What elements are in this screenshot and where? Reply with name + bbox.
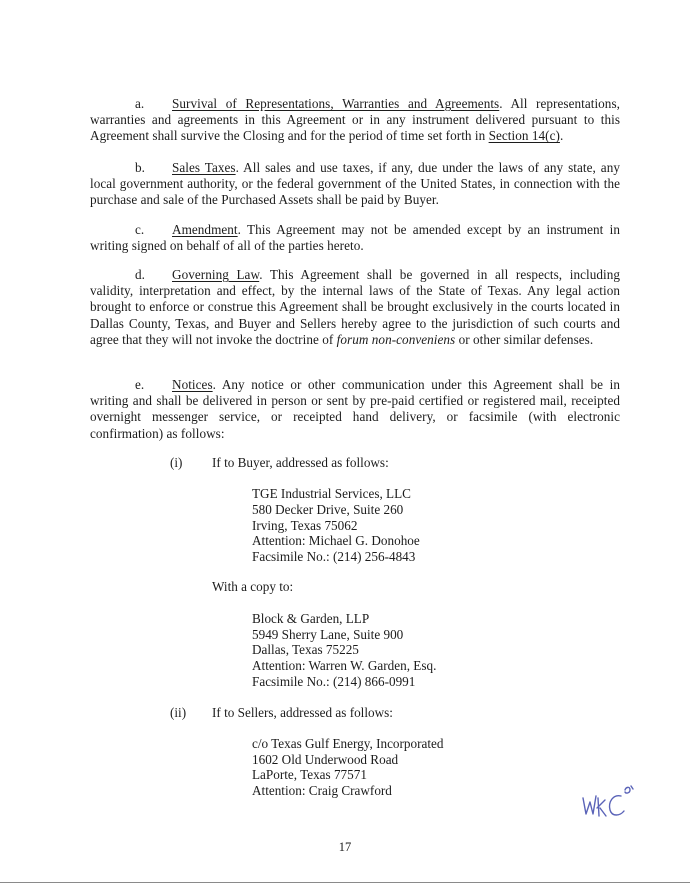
section-d-heading: Governing Law [172, 267, 260, 282]
copy-address-line: Block & Garden, LLP [252, 611, 370, 626]
section-d-end: or other similar defenses. [455, 331, 594, 347]
section-d [90, 267, 620, 348]
section-b-heading: Sales Taxes [172, 160, 236, 175]
section-e-heading: Notices [172, 377, 213, 392]
section-e-text: . Any notice or other communication under this Agreement shall be in writing and shall be delivered in person or sent by pre-paid certified or registered mail, receipted overnight messenger service, or receipted hand delivery, or facsimile (with electronic confirmation) as follows: [90, 377, 620, 441]
sellers-address-line: c/o Texas Gulf Energy, Incorporated [252, 736, 444, 751]
section-c-label: c. [135, 222, 145, 237]
section-d-text: . This Agreement shall be governed in all respects, including validity, interpretation and effect, by the internal laws of the State of Texas. Any legal action brought to enforce or construe this Agreement shall be brought exclusively in the courts located in Dallas County, Texas, and Buyer and Sellers hereby agree to the jurisdiction of such courts and agree that they will not invoke the doctrine of [90, 267, 620, 347]
copy-address-line: 5949 Sherry Lane, Suite 900 [252, 627, 404, 642]
sellers-address-line: LaPorte, Texas 77571 [252, 767, 367, 782]
section-a-ref: Section 14(c) [488, 128, 560, 144]
notice-sellers-number: (ii) [170, 705, 187, 720]
notice-sellers-intro: If to Sellers, addressed as follows: [212, 705, 393, 720]
notice-buyer-intro: If to Buyer, addressed as follows: [212, 455, 389, 470]
sellers-address-line: 1602 Old Underwood Road [252, 752, 399, 767]
section-c-heading: Amendment [172, 222, 238, 237]
buyer-address-line: Facsimile No.: (214) 256-4843 [252, 549, 416, 564]
copy-address-line: Attention: Warren W. Garden, Esq. [252, 658, 437, 673]
section-a-label: a. [135, 96, 145, 111]
buyer-address-line: Irving, Texas 75062 [252, 518, 358, 533]
page-number: 17 [338, 840, 352, 854]
section-a-text: . All representations, warranties and agreements in this Agreement or in any instrument delivered pursuant to this Agreement shall survive the Closing and for the period of time set forth in [90, 96, 620, 144]
section-c [90, 222, 620, 254]
section-e [90, 377, 620, 442]
copy-intro: With a copy to: [212, 579, 294, 594]
section-b-text: . All sales and use taxes, if any, due under the laws of any state, any local government authority, or the federal government of the United States, in connection with the purchase and sale of the Purchased Assets shall be paid by Buyer. [90, 160, 620, 208]
section-a-end: . [559, 128, 564, 144]
bottom-rule [0, 882, 690, 883]
copy-address-line: Dallas, Texas 75225 [252, 642, 359, 657]
section-b [90, 160, 620, 209]
copy-address-line: Facsimile No.: (214) 866-0991 [252, 674, 416, 689]
section-c-text: . This Agreement may not be amended except by an instrument in writing signed on behalf of all of the parties hereto. [90, 222, 620, 254]
section-d-italic: forum non-conveniens [336, 331, 456, 347]
notice-buyer-number: (i) [170, 455, 183, 470]
section-b-label: b. [135, 160, 145, 175]
section-a-heading: Survival of Representations, Warranties and Agreements [172, 96, 500, 111]
buyer-address-line: TGE Industrial Services, LLC [252, 486, 411, 501]
handwritten-initials [575, 780, 645, 825]
section-a [90, 96, 620, 145]
section-d-label: d. [135, 267, 145, 282]
section-e-label: e. [135, 377, 145, 392]
buyer-address-line: Attention: Michael G. Donohoe [252, 533, 420, 548]
sellers-address-line: Attention: Craig Crawford [252, 783, 392, 798]
buyer-address-line: 580 Decker Drive, Suite 260 [252, 502, 404, 517]
